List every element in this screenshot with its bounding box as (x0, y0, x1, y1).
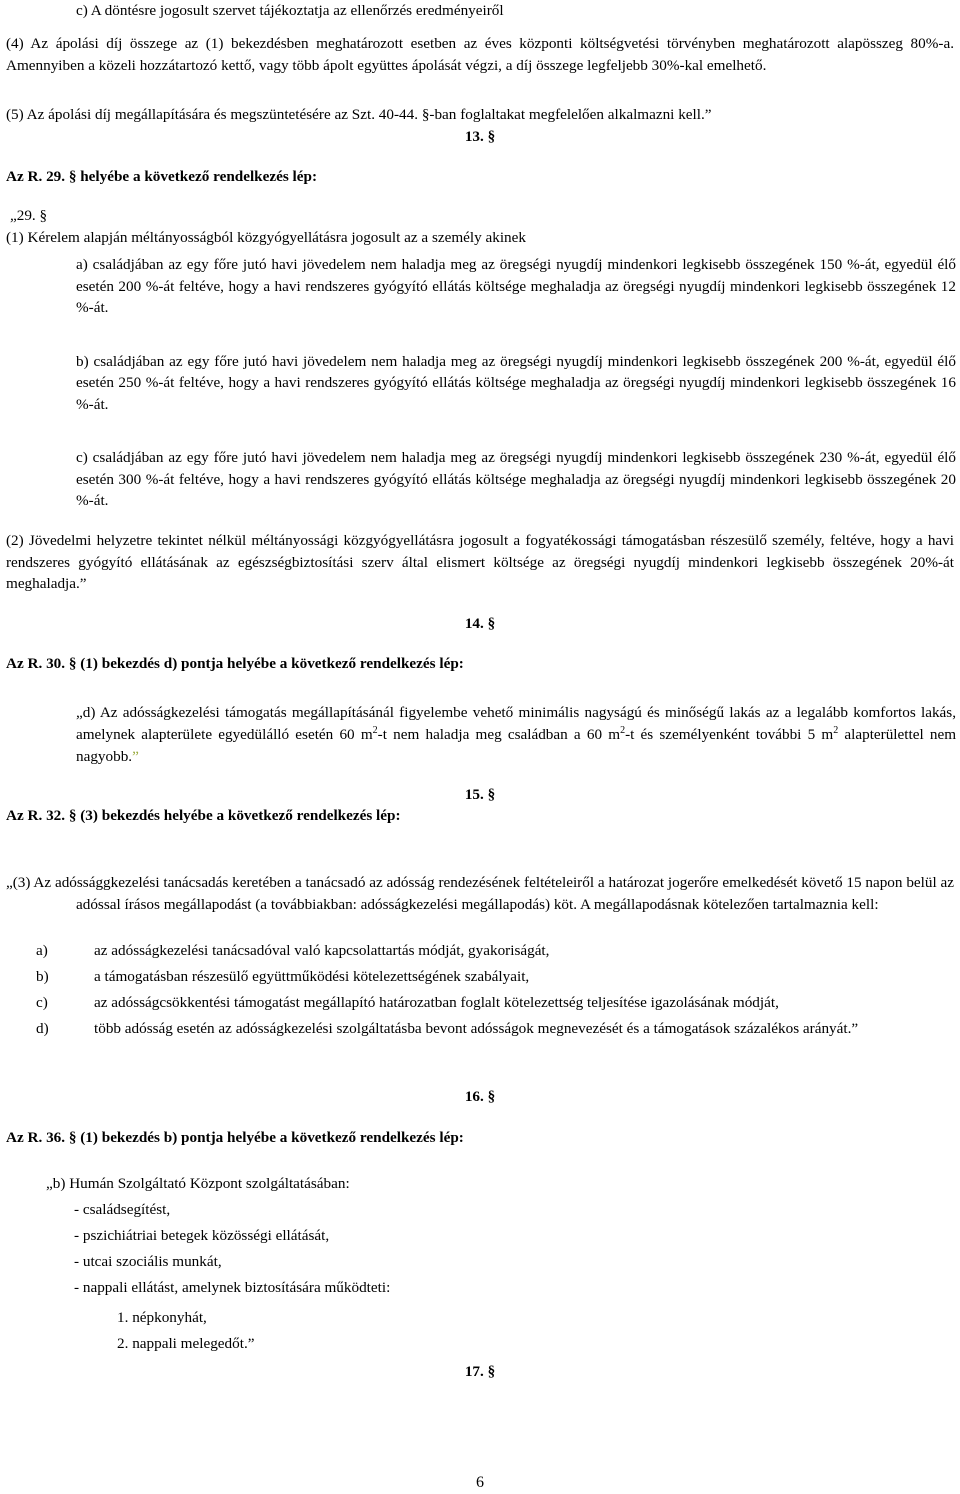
list-item-c: c) A döntésre jogosult szervet tájékoztatja az ellenőrzés eredményeiről (76, 2, 504, 19)
paragraph-29-2: (2) Jövedelmi helyzetre tekintet nélkül méltányossági közgyógyellátásra jogosult a fogyatékossági támogatásban részesülő személy, feltéve, hogy a havi rendszeres gyógyító ellátásának az egészségbiztosítási szerv által elismert költsége az öregségi nyugdíj mindenkori legkisebb összegének 20%-át meghaladja.” (6, 532, 954, 592)
list-label-a: a) (36, 942, 48, 959)
paragraph-title-29: „29. § (10, 207, 48, 224)
paragraph-d-text-a: „d) Az adósságkezelési támogatás megállapításánál figyelembe vehető minimális nagyságú és minőségű lakás az a legalább komfortos lakás, amelynek alapterülete egyedülálló esetén 60 m (76, 704, 956, 743)
section-number-17: 17. § (464, 1363, 496, 1380)
list-item: - nappali ellátást, amelynek biztosítására működteti: (74, 1279, 391, 1296)
list-item-a: a) családjában az egy főre jutó havi jövedelem nem haladja meg az öregségi nyugdíj mindenkori legkisebb összegének 150 %-át, egyedül élő esetén 200 %-át feltéve, hogy a havi rendszeres gyógyító ellátás költsége meghaladja az öregségi nyugdíj mindenkori legkisebb összegének 12 %-át. (76, 256, 956, 316)
item-list-29 (76, 254, 956, 512)
list-item: - utcai szociális munkát, (74, 1253, 222, 1270)
paragraph-5: (5) Az ápolási díj megállapítására és megszüntetésére az Szt. 40-44. §-ban foglaltakat megfelelően alkalmazni kell.” (6, 106, 712, 123)
paragraph-d-text-c: -t és személyenként további 5 m (625, 726, 834, 743)
section-number-13: 13. § (464, 128, 496, 145)
paragraph-4: (4) Az ápolási díj összege az (1) bekezdésben meghatározott esetben az éves központi költségvetési törvényben meghatározott alapösszeg 80%-a. Amennyiben a közeli hozzátartozó kettő, vagy több ápolt együttes ápolását végzi, a díj összege legfeljebb 30%-kal emelhető. (6, 35, 954, 74)
list-label-b: b) (36, 968, 49, 985)
list-item-a: az adósságkezelési tanácsadóval való kapcsolattartás módját, gyakoriságát, (94, 942, 550, 959)
dash-list (74, 1199, 390, 1303)
list-item: 2. nappali melegedőt.” (117, 1335, 255, 1352)
list-item-b: a támogatásban részesülő együttműködési kötelezettségének szabályait, (94, 968, 530, 985)
list-item-c: az adósságcsökkentési támogatást megállapító határozatban foglalt kötelezettség teljesítése igazolásának módját, (94, 994, 779, 1011)
list-item-b: b) családjában az egy főre jutó havi jövedelem nem haladja meg az öregségi nyugdíj mindenkori legkisebb összegének 200 %-át, egyedül élő esetén 250 %-át feltéve, hogy a havi rendszeres gyógyító ellátás költsége meghaladja az öregségi nyugdíj mindenkori legkisebb összegének 16 %-át. (76, 352, 956, 413)
list-label-c: c) (36, 994, 48, 1011)
superscript-2: 2 (372, 724, 378, 736)
list-item: - pszichiátriai betegek közösségi ellátását, (74, 1227, 330, 1244)
paragraph-d-text-b: -t nem haladja meg családban a 60 m (377, 726, 621, 743)
list-item-d: több adósság esetén az adósságkezelési szolgáltatásba bevont adósságok megnevezését és a támogatások százalékos arányát.” (94, 1020, 859, 1037)
section-heading-14: Az R. 30. § (1) bekezdés d) pontja helyébe a következő rendelkezés lép: (6, 655, 464, 672)
closing-quote: ” (132, 748, 139, 765)
numbered-list (117, 1307, 254, 1359)
list-item: 1. népkonyhát, (117, 1309, 207, 1326)
section-number-14: 14. § (464, 615, 496, 632)
section-heading-13: Az R. 29. § helyébe a következő rendelkezés lép: (6, 168, 318, 185)
superscript-2: 2 (833, 724, 839, 736)
section-number-15: 15. § (464, 786, 496, 803)
paragraph-b-intro: „b) Humán Szolgáltató Központ szolgáltatásában: (46, 1175, 350, 1192)
list-label-d: d) (36, 1020, 49, 1037)
paragraph-29-1: (1) Kérelem alapján méltányosságból közgyógyellátásra jogosult az a személy akinek (6, 229, 526, 246)
section-number-16: 16. § (464, 1088, 496, 1105)
section-heading-15: Az R. 32. § (3) bekezdés helyébe a következő rendelkezés lép: (6, 807, 401, 824)
paragraph-3-intro: „(3) Az adóssággkezelési tanácsadás keretében a tanácsadó az adósság rendezésének feltételeiről a határozat jogerőre emelkedését követő 15 napon belül az adóssal írásos megállapodást (a továbbiakban: adósságkezelési megállapodás) köt. A megállapodásnak kötelezően tartalmaznia kell: (6, 874, 954, 913)
superscript-2: 2 (620, 724, 626, 736)
list-item-c: c) családjában az egy főre jutó havi jövedelem nem haladja meg az öregségi nyugdíj mindenkori legkisebb összegének 230 %-át, egyedül élő esetén 300 %-át feltéve, hogy a havi rendszeres gyógyító ellátás költsége meghaladja az öregségi nyugdíj mindenkori legkisebb összegének 20 %-át. (76, 449, 956, 509)
section-heading-16: Az R. 36. § (1) bekezdés b) pontja helyébe a következő rendelkezés lép: (6, 1129, 464, 1146)
paragraph-d-text-d: alapterülettel nem nagyobb. (76, 726, 957, 765)
list-item: - családsegítést, (74, 1201, 171, 1218)
page-number: 6 (476, 1474, 484, 1491)
paragraph-d (76, 702, 956, 768)
